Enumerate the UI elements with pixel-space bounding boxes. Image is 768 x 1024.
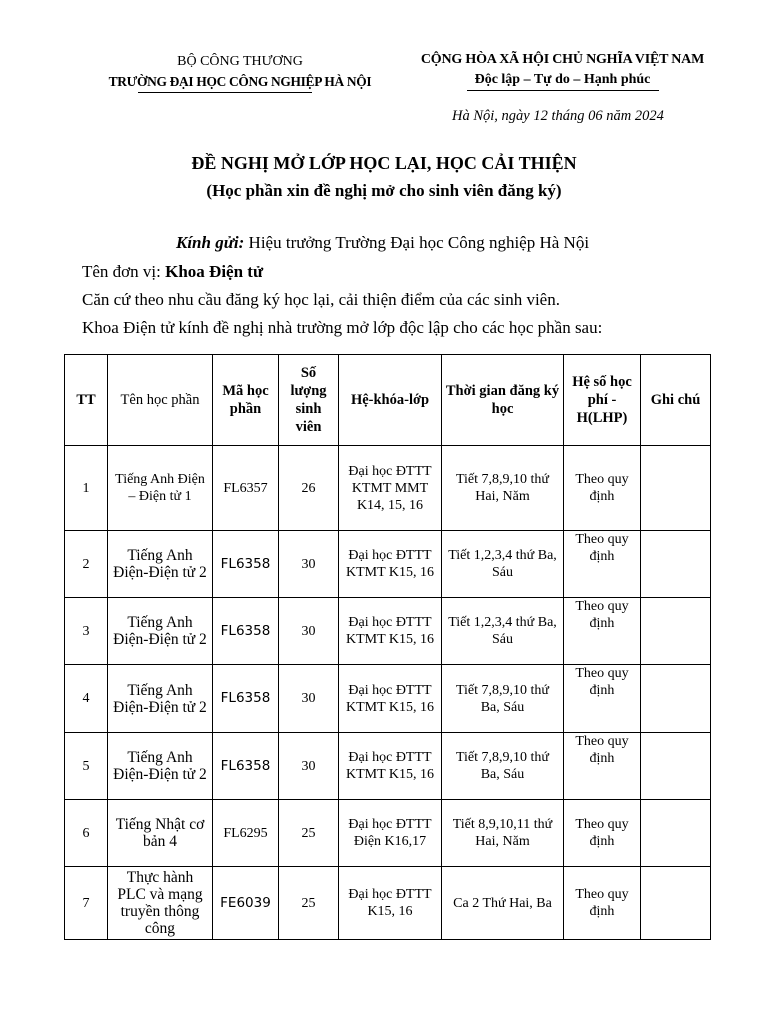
cell-class: Đại học ĐTTT K15, 16 xyxy=(339,867,442,940)
cell-count: 25 xyxy=(279,867,339,940)
republic-name: CỘNG HÒA XÃ HỘI CHỦ NGHĨA VIỆT NAM xyxy=(420,52,705,67)
cell-class: Đại học ĐTTT KTMT K15, 16 xyxy=(339,598,442,665)
cell-count: 30 xyxy=(279,665,339,733)
paragraph-request: Khoa Điện tử kính đề nghị nhà trường mở lớp độc lập cho các học phần sau: xyxy=(82,318,603,337)
cell-code: FL6358 xyxy=(213,531,279,598)
document-title: ĐỀ NGHỊ MỞ LỚP HỌC LẠI, HỌC CẢI THIỆN xyxy=(191,153,577,173)
cell-code: FL6295 xyxy=(213,800,279,867)
unit-label: Tên đơn vị: xyxy=(82,262,166,281)
cell-class: Đại học ĐTTT KTMT K15, 16 xyxy=(339,665,442,733)
school-name: TRƯỜNG ĐẠI HỌC CÔNG NGHIỆP HÀ NỘI xyxy=(108,74,372,89)
cell-tt: 3 xyxy=(65,598,108,665)
cell-code: FL6358 xyxy=(213,598,279,665)
cell-fee: Theo quy định xyxy=(564,598,641,665)
recipient-line xyxy=(176,233,589,253)
paragraph-basis: Căn cứ theo nhu cầu đăng ký học lại, cải thiện điểm của các sinh viên. xyxy=(82,290,560,309)
cell-time: Ca 2 Thứ Hai, Ba xyxy=(442,867,564,940)
ministry-name: BỘ CÔNG THƯƠNG xyxy=(177,54,303,69)
cell-course: Thực hành PLC và mạng truyền thông công xyxy=(108,867,213,940)
cell-note xyxy=(641,867,711,940)
header-course: Tên học phần xyxy=(108,355,213,446)
cell-count: 30 xyxy=(279,531,339,598)
cell-course: Tiếng Anh Điện-Điện tử 2 xyxy=(108,598,213,665)
cell-fee: Theo quy định xyxy=(564,733,641,800)
cell-time: Tiết 1,2,3,4 thứ Ba, Sáu xyxy=(442,531,564,598)
cell-course: Tiếng Anh Điện-Điện tử 2 xyxy=(108,531,213,598)
header-left xyxy=(95,52,385,92)
cell-tt: 5 xyxy=(65,733,108,800)
cell-fee: Theo quy định xyxy=(564,867,641,940)
cell-class: Đại học ĐTTT KTMT MMT K14, 15, 16 xyxy=(339,446,442,531)
cell-code: FL6358 xyxy=(213,733,279,800)
document-subtitle: (Học phần xin đề nghị mở cho sinh viên đăng ký) xyxy=(206,181,562,200)
cell-tt: 7 xyxy=(65,867,108,940)
table-row xyxy=(65,598,711,665)
cell-note xyxy=(641,598,711,665)
course-table xyxy=(64,354,711,940)
table-row xyxy=(65,867,711,940)
motto-underline xyxy=(467,90,659,91)
cell-time: Tiết 8,9,10,11 thứ Hai, Năm xyxy=(442,800,564,867)
cell-note xyxy=(641,446,711,531)
national-motto: Độc lập – Tự do – Hạnh phúc xyxy=(474,72,651,87)
cell-count: 30 xyxy=(279,733,339,800)
cell-note xyxy=(641,665,711,733)
cell-course: Tiếng Anh Điện-Điện tử 2 xyxy=(108,733,213,800)
recipient-label: Kính gửi: xyxy=(176,233,245,252)
header-right xyxy=(405,50,720,90)
table-row xyxy=(65,446,711,531)
header-note: Ghi chú xyxy=(641,355,711,446)
school-underline xyxy=(138,92,312,93)
cell-course: Tiếng Nhật cơ bản 4 xyxy=(108,800,213,867)
unit-value: Khoa Điện tử xyxy=(165,262,264,281)
header-time: Thời gian đăng ký học xyxy=(442,355,564,446)
header-code: Mã học phần xyxy=(213,355,279,446)
header-class: Hệ-khóa-lớp xyxy=(339,355,442,446)
cell-note xyxy=(641,531,711,598)
cell-tt: 4 xyxy=(65,665,108,733)
cell-class: Đại học ĐTTT KTMT K15, 16 xyxy=(339,733,442,800)
cell-fee: Theo quy định xyxy=(564,446,641,531)
cell-code: FE6039 xyxy=(213,867,279,940)
recipient-value: Hiệu trưởng Trường Đại học Công nghiệp Hà Nội xyxy=(244,233,590,252)
table-header-row xyxy=(65,355,711,446)
cell-code: FL6357 xyxy=(213,446,279,531)
unit-line xyxy=(82,262,263,282)
cell-tt: 6 xyxy=(65,800,108,867)
cell-tt: 2 xyxy=(65,531,108,598)
header-fee: Hệ số học phí - H(LHP) xyxy=(564,355,641,446)
cell-class: Đại học ĐTTT KTMT K15, 16 xyxy=(339,531,442,598)
cell-fee: Theo quy định xyxy=(564,531,641,598)
header-tt: TT xyxy=(65,355,108,446)
cell-note xyxy=(641,733,711,800)
cell-fee: Theo quy định xyxy=(564,665,641,733)
cell-course: Tiếng Anh Điện – Điện tử 1 xyxy=(108,446,213,531)
cell-fee: Theo quy định xyxy=(564,800,641,867)
table-row xyxy=(65,800,711,867)
cell-time: Tiết 7,8,9,10 thứ Ba, Sáu xyxy=(442,733,564,800)
table-row xyxy=(65,733,711,800)
cell-note xyxy=(641,800,711,867)
table-row xyxy=(65,531,711,598)
document-date: Hà Nội, ngày 12 tháng 06 năm 2024 xyxy=(452,108,664,124)
header-count: Số lượng sinh viên xyxy=(279,355,339,446)
cell-time: Tiết 7,8,9,10 thứ Hai, Năm xyxy=(442,446,564,531)
table-row xyxy=(65,665,711,733)
cell-course: Tiếng Anh Điện-Điện tử 2 xyxy=(108,665,213,733)
cell-count: 30 xyxy=(279,598,339,665)
cell-tt: 1 xyxy=(65,446,108,531)
cell-count: 26 xyxy=(279,446,339,531)
cell-code: FL6358 xyxy=(213,665,279,733)
cell-count: 25 xyxy=(279,800,339,867)
cell-time: Tiết 7,8,9,10 thứ Ba, Sáu xyxy=(442,665,564,733)
cell-time: Tiết 1,2,3,4 thứ Ba, Sáu xyxy=(442,598,564,665)
cell-class: Đại học ĐTTT Điện K16,17 xyxy=(339,800,442,867)
